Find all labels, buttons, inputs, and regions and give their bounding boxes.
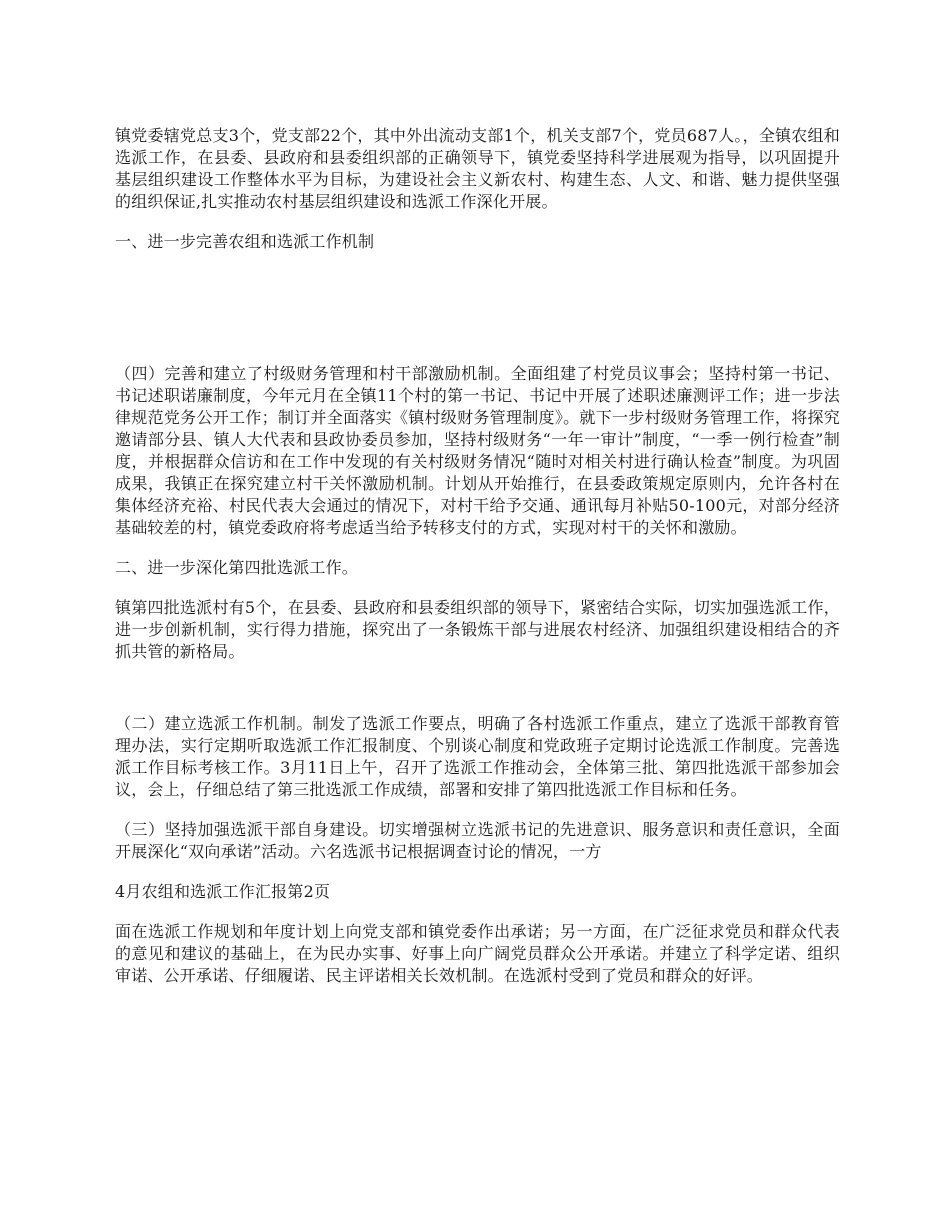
finance-mechanism-paragraph: （四）完善和建立了村级财务管理和村干部激励机制。全面组建了村党员议事会；坚持村第一书记、书记述职诺廉制度，今年元月在全镇11个村的第一书记、书记中开展了述职述廉测评工作；进一步法律规范党务公开工作；制订并全面落实《镇村级财务管理制度》。就下一步村级财务管理工作，将探究邀请部分县、镇人大代表和县政协委员参加，坚持村级财务“一年一审计”制度，“一季一例行检查”制度，并根据群众信访和在工作中发现的有关村级财务情况“随时对相关村进行确认检查”制度。为巩固成果，我镇正在探究建立村干关怀激励机制。计划从开始推行，在县委政策规定原则内，允许各村在集体经济充裕、村民代表大会通过的情况下，对村干给予交通、通讯每月补贴50-100元，对部分经济基础较差的村，镇党委政府将考虑适当给予转移支付的方式，实现对村干的关怀和激励。 xyxy=(115,364,840,537)
fourth-batch-paragraph: 镇第四批选派村有5个，在县委、县政府和县委组织部的领导下，紧密结合实际，切实加强选派工作，进一步创新机制，实行得力措施，探究出了一条锻炼干部与进展农村经济、加强组织建设相结合的齐抓共管的新格局。 xyxy=(115,598,840,661)
spacer xyxy=(115,253,840,363)
spacer xyxy=(115,863,840,881)
section-heading-2: 二、进一步深化第四批选派工作。 xyxy=(115,558,359,577)
document-body xyxy=(115,125,840,987)
spacer xyxy=(115,213,840,231)
self-building-paragraph: （三）坚持加强选派干部自身建设。切实增强树立选派书记的先进意识、服务意识和责任意识，全面开展深化“双向承诺”活动。六名选派书记根据调查讨论的情况，一方 xyxy=(115,820,840,861)
spacer xyxy=(115,579,840,597)
spacer xyxy=(115,903,840,921)
section-heading-1: 一、进一步完善农组和选派工作机制 xyxy=(115,232,375,251)
page-running-header: 4月农组和选派工作汇报第2页 xyxy=(115,882,331,901)
spacer xyxy=(115,801,840,819)
spacer xyxy=(115,539,840,557)
spacer xyxy=(115,663,840,713)
commitment-paragraph: 面在选派工作规划和年度计划上向党支部和镇党委作出承诺；另一方面，在广泛征求党员和群众代表的意见和建议的基础上，在为民办实事、好事上向广阔党员群众公开承诺。并建立了科学定诺、组织审诺、公开承诺、仔细履诺、民主评诺相关长效机制。在选派村受到了党员和群众的好评。 xyxy=(115,922,840,985)
dispatch-mechanism-paragraph: （二）建立选派工作机制。制发了选派工作要点，明确了各村选派工作重点，建立了选派干部教育管理办法，实行定期听取选派工作汇报制度、个别谈心制度和党政班子定期讨论选派工作制度。完善选派工作目标考核工作。3月11日上午，召开了选派工作推动会，全体第三批、第四批选派干部参加会议，会上，仔细总结了第三批选派工作成绩，部署和安排了第四批选派工作目标和任务。 xyxy=(115,714,840,799)
intro-paragraph: 镇党委辖党总支3个，党支部22个，其中外出流动支部1个，机关支部7个，党员687人。，全镇农组和选派工作，在县委、县政府和县委组织部的正确领导下，镇党委坚持科学进展观为指导，以巩固提升基层组织建设工作整体水平为目标，为建设社会主义新农村、构建生态、人文、和谐、魅力提供坚强的组织保证,扎实推动农村基层组织建设和选派工作深化开展。 xyxy=(115,126,840,211)
